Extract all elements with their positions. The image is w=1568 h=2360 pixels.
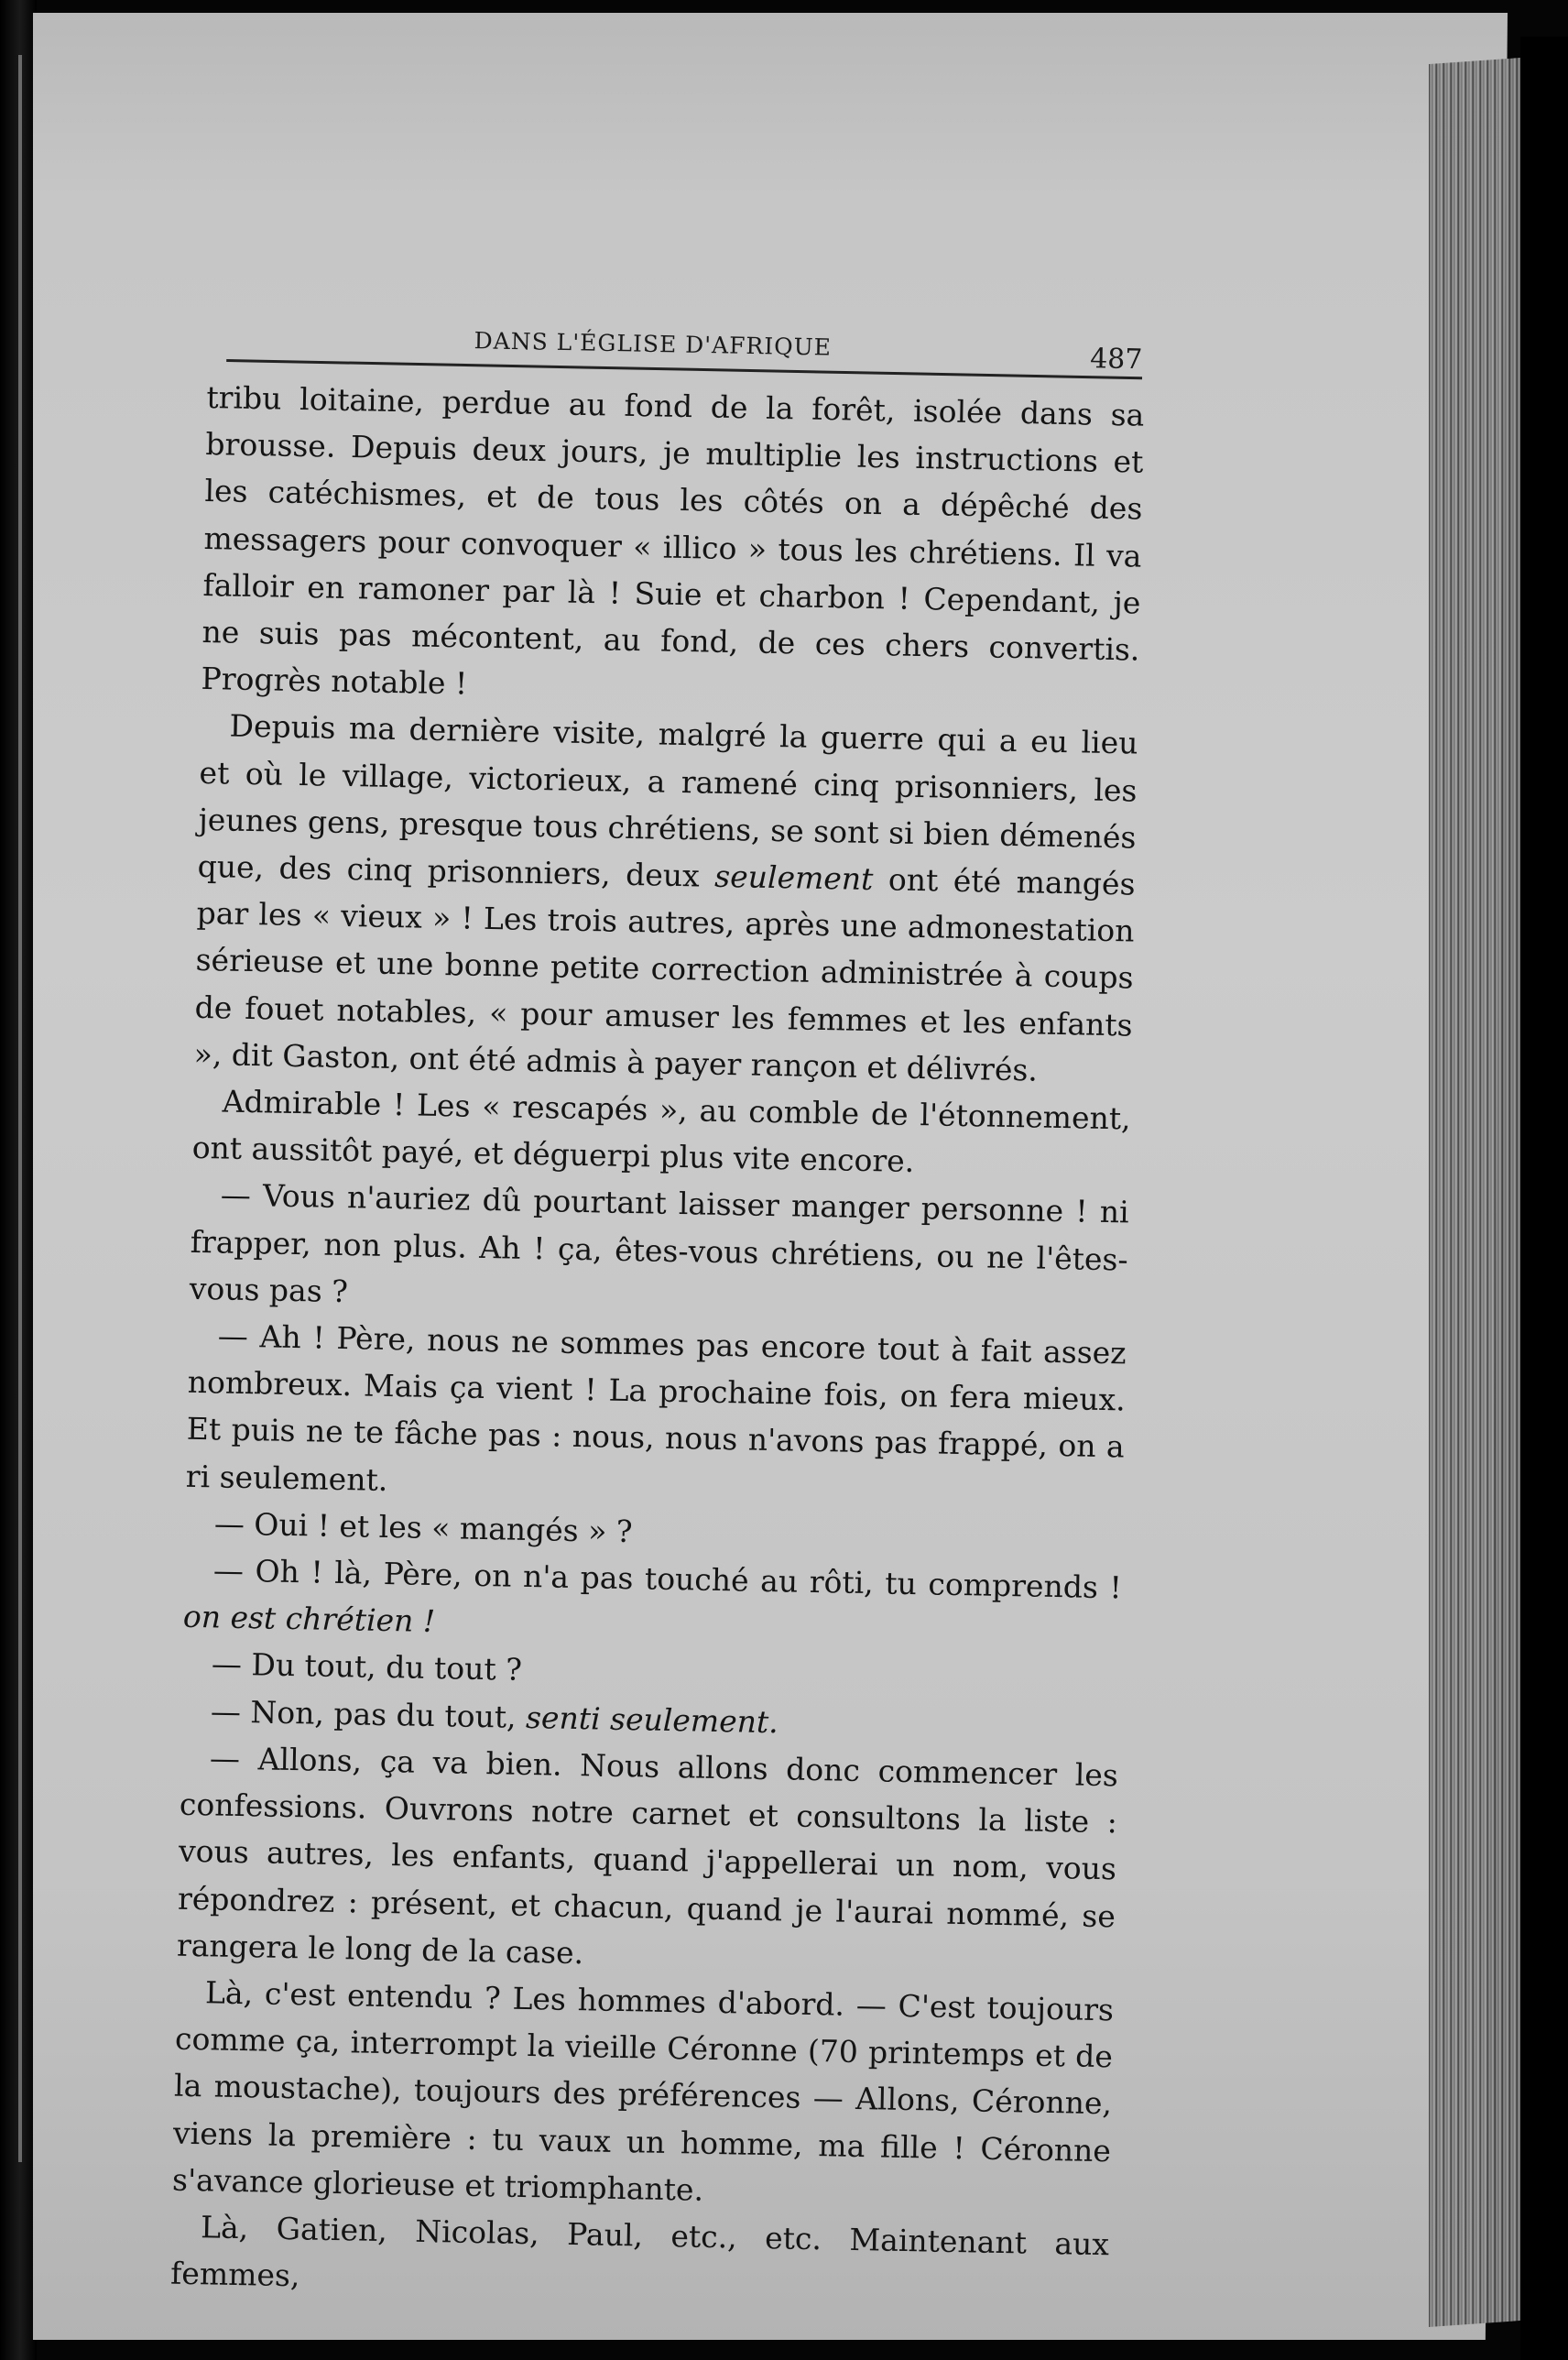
page-edges [1429,57,1530,2327]
text-run: — Oh ! là, Père, on n'a pas touché au rôti, tu comprends ! [212,1552,1123,1606]
text-run: — Du tout, du tout ? [211,1645,523,1688]
text-run: — Non, pas du tout, [210,1693,527,1735]
text-run: tribu loitaine, perdue au fond de la forêt, isolée dans sa brousse. Depuis deux jours, je multiplie les instructions et les catéchismes, et de tous les côtés on a dépêché des messagers pour convoquer « illico » tous les chrétiens. Il va falloir en ramoner par là ! Suie et charbon ! Cependant, je ne suis pas mécontent, au fond, de ces chers convertis. Progrès notable ! [201,378,1145,702]
italic-text: seulement [713,858,874,898]
paragraph [177,1734,1119,1987]
text-run: Depuis ma dernière visite, malgré la guerre qui a eu lieu et où le village, victorieux, a ramené cinq prisonniers, les jeunes gens, presque tous chrétiens, se sont si bien démenés que, des cinq prisonniers, deux [197,707,1138,894]
book-gutter [18,55,22,2162]
text-run: Admirable ! Les « rescapés », au comble de l'étonnement, ont aussitôt payé, et déguerpi plus vite encore. [191,1083,1131,1180]
text-run: — Vous n'auriez dû pourtant laisser manger personne ! ni frapper, non plus. Ah ! ça, êtes-vous chrétiens, ou ne l'êtes-vous pas ? [189,1176,1129,1309]
paragraph [193,702,1138,1095]
text-run: — Oui ! et les « mangés » ? [213,1505,633,1550]
body-text [170,374,1145,2315]
text-run: Là, c'est entendu ? Les hommes d'abord. — C'est toujours comme ça, interrompt la vieille Céronne (70 printemps et de la moustache), toujours des préférences — Allons, Céronne, viens la première : tu vaux un homme, ma fille ! Céronne s'avance glorieuse et triomphante. [171,1974,1115,2208]
italic-text: senti seulement. [525,1699,779,1740]
paragraph [185,1312,1127,1517]
text-run: — Ah ! Père, nous ne sommes pas encore tout à fait assez nombreux. Mais ça vient ! La prochaine fois, on fera mieux. Et puis ne te fâche pas : nous, nous n'avons pas frappé, on a ri seulement. [185,1317,1127,1498]
paragraph [201,374,1145,720]
text-run: ont été mangés par les « vieux » ! Les trois autres, après une admonestation sérieuse et une bonne petite correction administrée à coups de fouet notables, « pour amuser les femmes et les enfants », dit Gaston, ont été admis à payer rançon et délivrés. [193,861,1136,1088]
italic-text: on est chrétien ! [182,1599,436,1640]
paragraph [172,1969,1115,2222]
scan-right-edge [1520,37,1568,2360]
paragraph [191,1077,1131,1189]
running-head-title: DANS L'ÉGLISE D'AFRIQUE [474,327,833,361]
text-run: — Allons, ça va bien. Nous allons donc commencer les confessions. Ouvrons notre carnet et consultons la liste : vous autres, les enfants, quand j'appellerai un nom, vous répondrez : présent, et chacun, quand je l'aurai nommé, se rangera le long de la case. [176,1740,1119,1971]
paragraph [182,1546,1122,1658]
page-number: 487 [1089,343,1143,377]
paragraph [170,2203,1110,2315]
paragraph [189,1171,1129,1329]
text-run: Là, Gatien, Nicolas, Paul, etc., etc. Maintenant aux femmes, [169,2209,1110,2294]
